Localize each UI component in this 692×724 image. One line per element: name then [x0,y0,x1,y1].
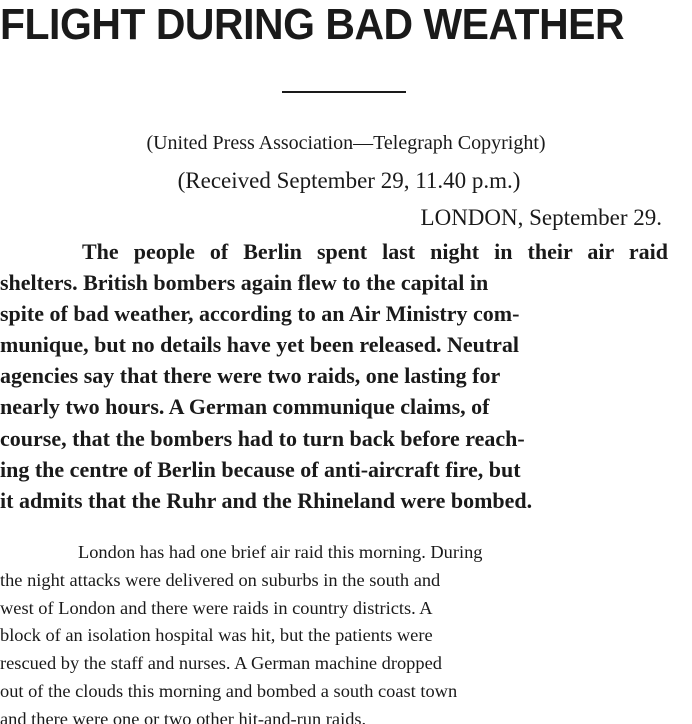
wire-credit: (United Press Association—Telegraph Copyright) [146,132,546,154]
dateline: LONDON, September 29. [420,205,662,230]
body-line: west of London and there were raids in country districts. A [0,597,433,618]
body-line: the night attacks were delivered on suburbs in the south and [0,569,441,590]
lead-paragraph [0,236,692,516]
headline-rule [282,91,406,93]
received-time: (Received September 29, 11.40 p.m.) [177,168,521,193]
body-line: out of the clouds this morning and bombed a south coast town [0,680,458,701]
lead-line: spite of bad weather, according to an Air Ministry com- [0,301,520,327]
lead-line: nearly two hours. A German communique claims, of [0,394,490,420]
lead-line: The people of Berlin spent last night in their air raid [82,239,668,264]
body-line: and there were one or two other hit-and-run raids. [0,708,367,724]
body-line: London has had one brief air raid this morning. During [78,542,483,562]
body-paragraph [0,539,692,724]
lead-line: munique, but no details have yet been released. Neutral [0,332,520,358]
body-line: rescued by the staff and nurses. A German machine dropped [0,653,442,674]
lead-line: it admits that the Ruhr and the Rhineland were bombed. [0,487,533,513]
lead-line: shelters. British bombers again flew to the capital in [0,270,489,296]
body-line: block of an isolation hospital was hit, but the patients were [0,625,433,646]
lead-line: course, that the bombers had to turn back before reach- [0,425,525,451]
lead-line: ing the centre of Berlin because of anti-aircraft fire, but [0,456,521,482]
headline: FLIGHT DURING BAD WEATHER [0,0,625,49]
lead-line: agencies say that there were two raids, one lasting for [0,363,501,389]
